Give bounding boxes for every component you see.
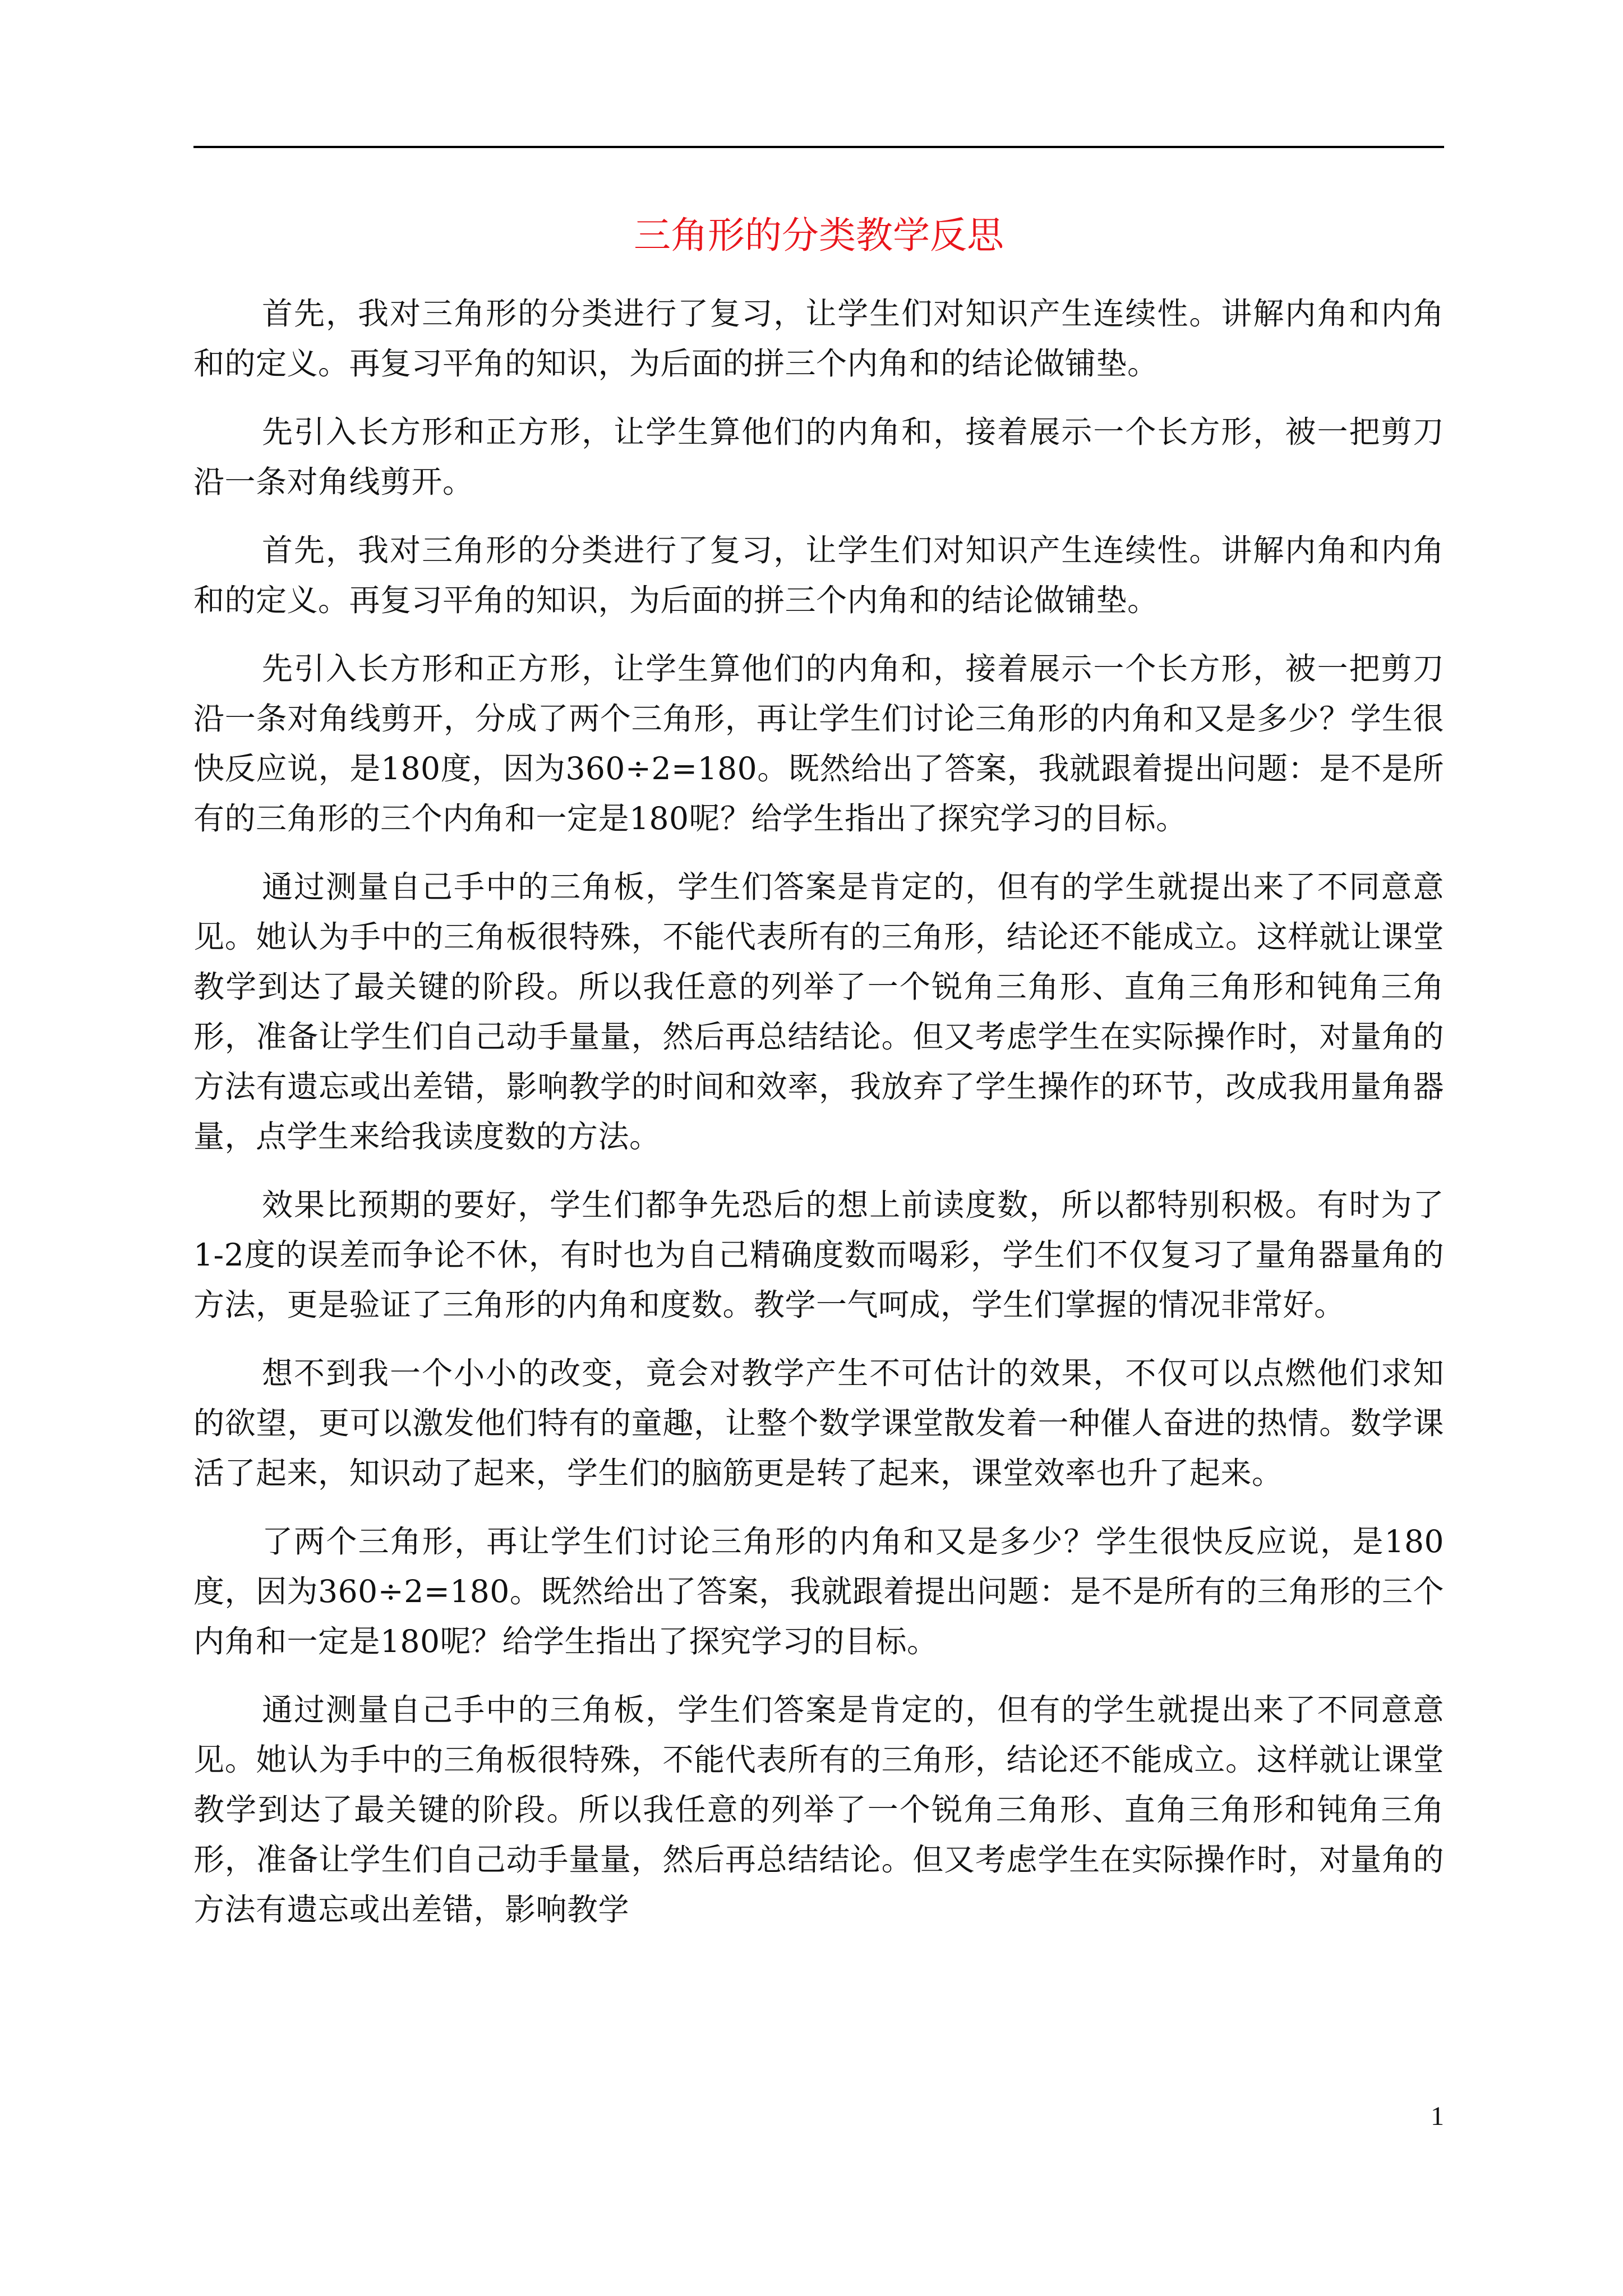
paragraph-8: 了两个三角形，再让学生们讨论三角形的内角和又是多少？学生很快反应说，是180度，因为360÷2=180。既然给出了答案，我就跟着提出问题：是不是所有的三角形的三个内角和一定是180呢？给学生指出了探究学习的目标。 (193, 1524, 1444, 1659)
document-body (193, 289, 1444, 1953)
paragraph-6: 效果比预期的要好，学生们都争先恐后的想上前读度数，所以都特别积极。有时为了1-2度的误差而争论不休，有时也为自己精确度数而喝彩，学生们不仅复习了量角器量角的方法，更是验证了三角形的内角和度数。教学一气呵成，学生们掌握的情况非常好。 (193, 1187, 1444, 1323)
paragraph-4: 先引入长方形和正方形，让学生算他们的内角和，接着展示一个长方形，被一把剪刀沿一条对角线剪开，分成了两个三角形，再让学生们讨论三角形的内角和又是多少？学生很快反应说，是180度，因为360÷2=180。既然给出了答案，我就跟着提出问题：是不是所有的三角形的三个内角和一定是180呢？给学生指出了探究学习的目标。 (193, 651, 1444, 836)
paragraph-5: 通过测量自己手中的三角板，学生们答案是肯定的，但有的学生就提出来了不同意意见。她认为手中的三角板很特殊，不能代表所有的三角形，结论还不能成立。这样就让课堂教学到达了最关键的阶段。所以我任意的列举了一个锐角三角形、直角三角形和钝角三角形，准备让学生们自己动手量量，然后再总结结论。但又考虑学生在实际操作时，对量角的方法有遗忘或出差错，影响教学的时间和效率，我放弃了学生操作的环节，改成我用量角器量，点学生来给我读度数的方法。 (193, 869, 1444, 1154)
document-title: 三角形的分类教学反思 (634, 214, 1004, 257)
paragraph-1: 首先，我对三角形的分类进行了复习，让学生们对知识产生连续性。讲解内角和内角和的定义。再复习平角的知识，为后面的拼三个内角和的结论做铺垫。 (193, 296, 1444, 381)
paragraph-3: 首先，我对三角形的分类进行了复习，让学生们对知识产生连续性。讲解内角和内角和的定义。再复习平角的知识，为后面的拼三个内角和的结论做铺垫。 (193, 532, 1444, 618)
paragraph-2: 先引入长方形和正方形，让学生算他们的内角和，接着展示一个长方形，被一把剪刀沿一条对角线剪开。 (193, 414, 1444, 500)
paragraph-9: 通过测量自己手中的三角板，学生们答案是肯定的，但有的学生就提出来了不同意意见。她认为手中的三角板很特殊，不能代表所有的三角形，结论还不能成立。这样就让课堂教学到达了最关键的阶段。所以我任意的列举了一个锐角三角形、直角三角形和钝角三角形，准备让学生们自己动手量量，然后再总结结论。但又考虑学生在实际操作时，对量角的方法有遗忘或出差错，影响教学 (193, 1692, 1444, 1927)
page-number: 1 (1431, 2101, 1444, 2131)
paragraph-7: 想不到我一个小小的改变，竟会对教学产生不可估计的效果，不仅可以点燃他们求知的欲望，更可以激发他们特有的童趣，让整个数学课堂散发着一种催人奋进的热情。数学课活了起来，知识动了起来，学生们的脑筋更是转了起来，课堂效率也升了起来。 (193, 1355, 1444, 1491)
header-rule (193, 146, 1444, 148)
